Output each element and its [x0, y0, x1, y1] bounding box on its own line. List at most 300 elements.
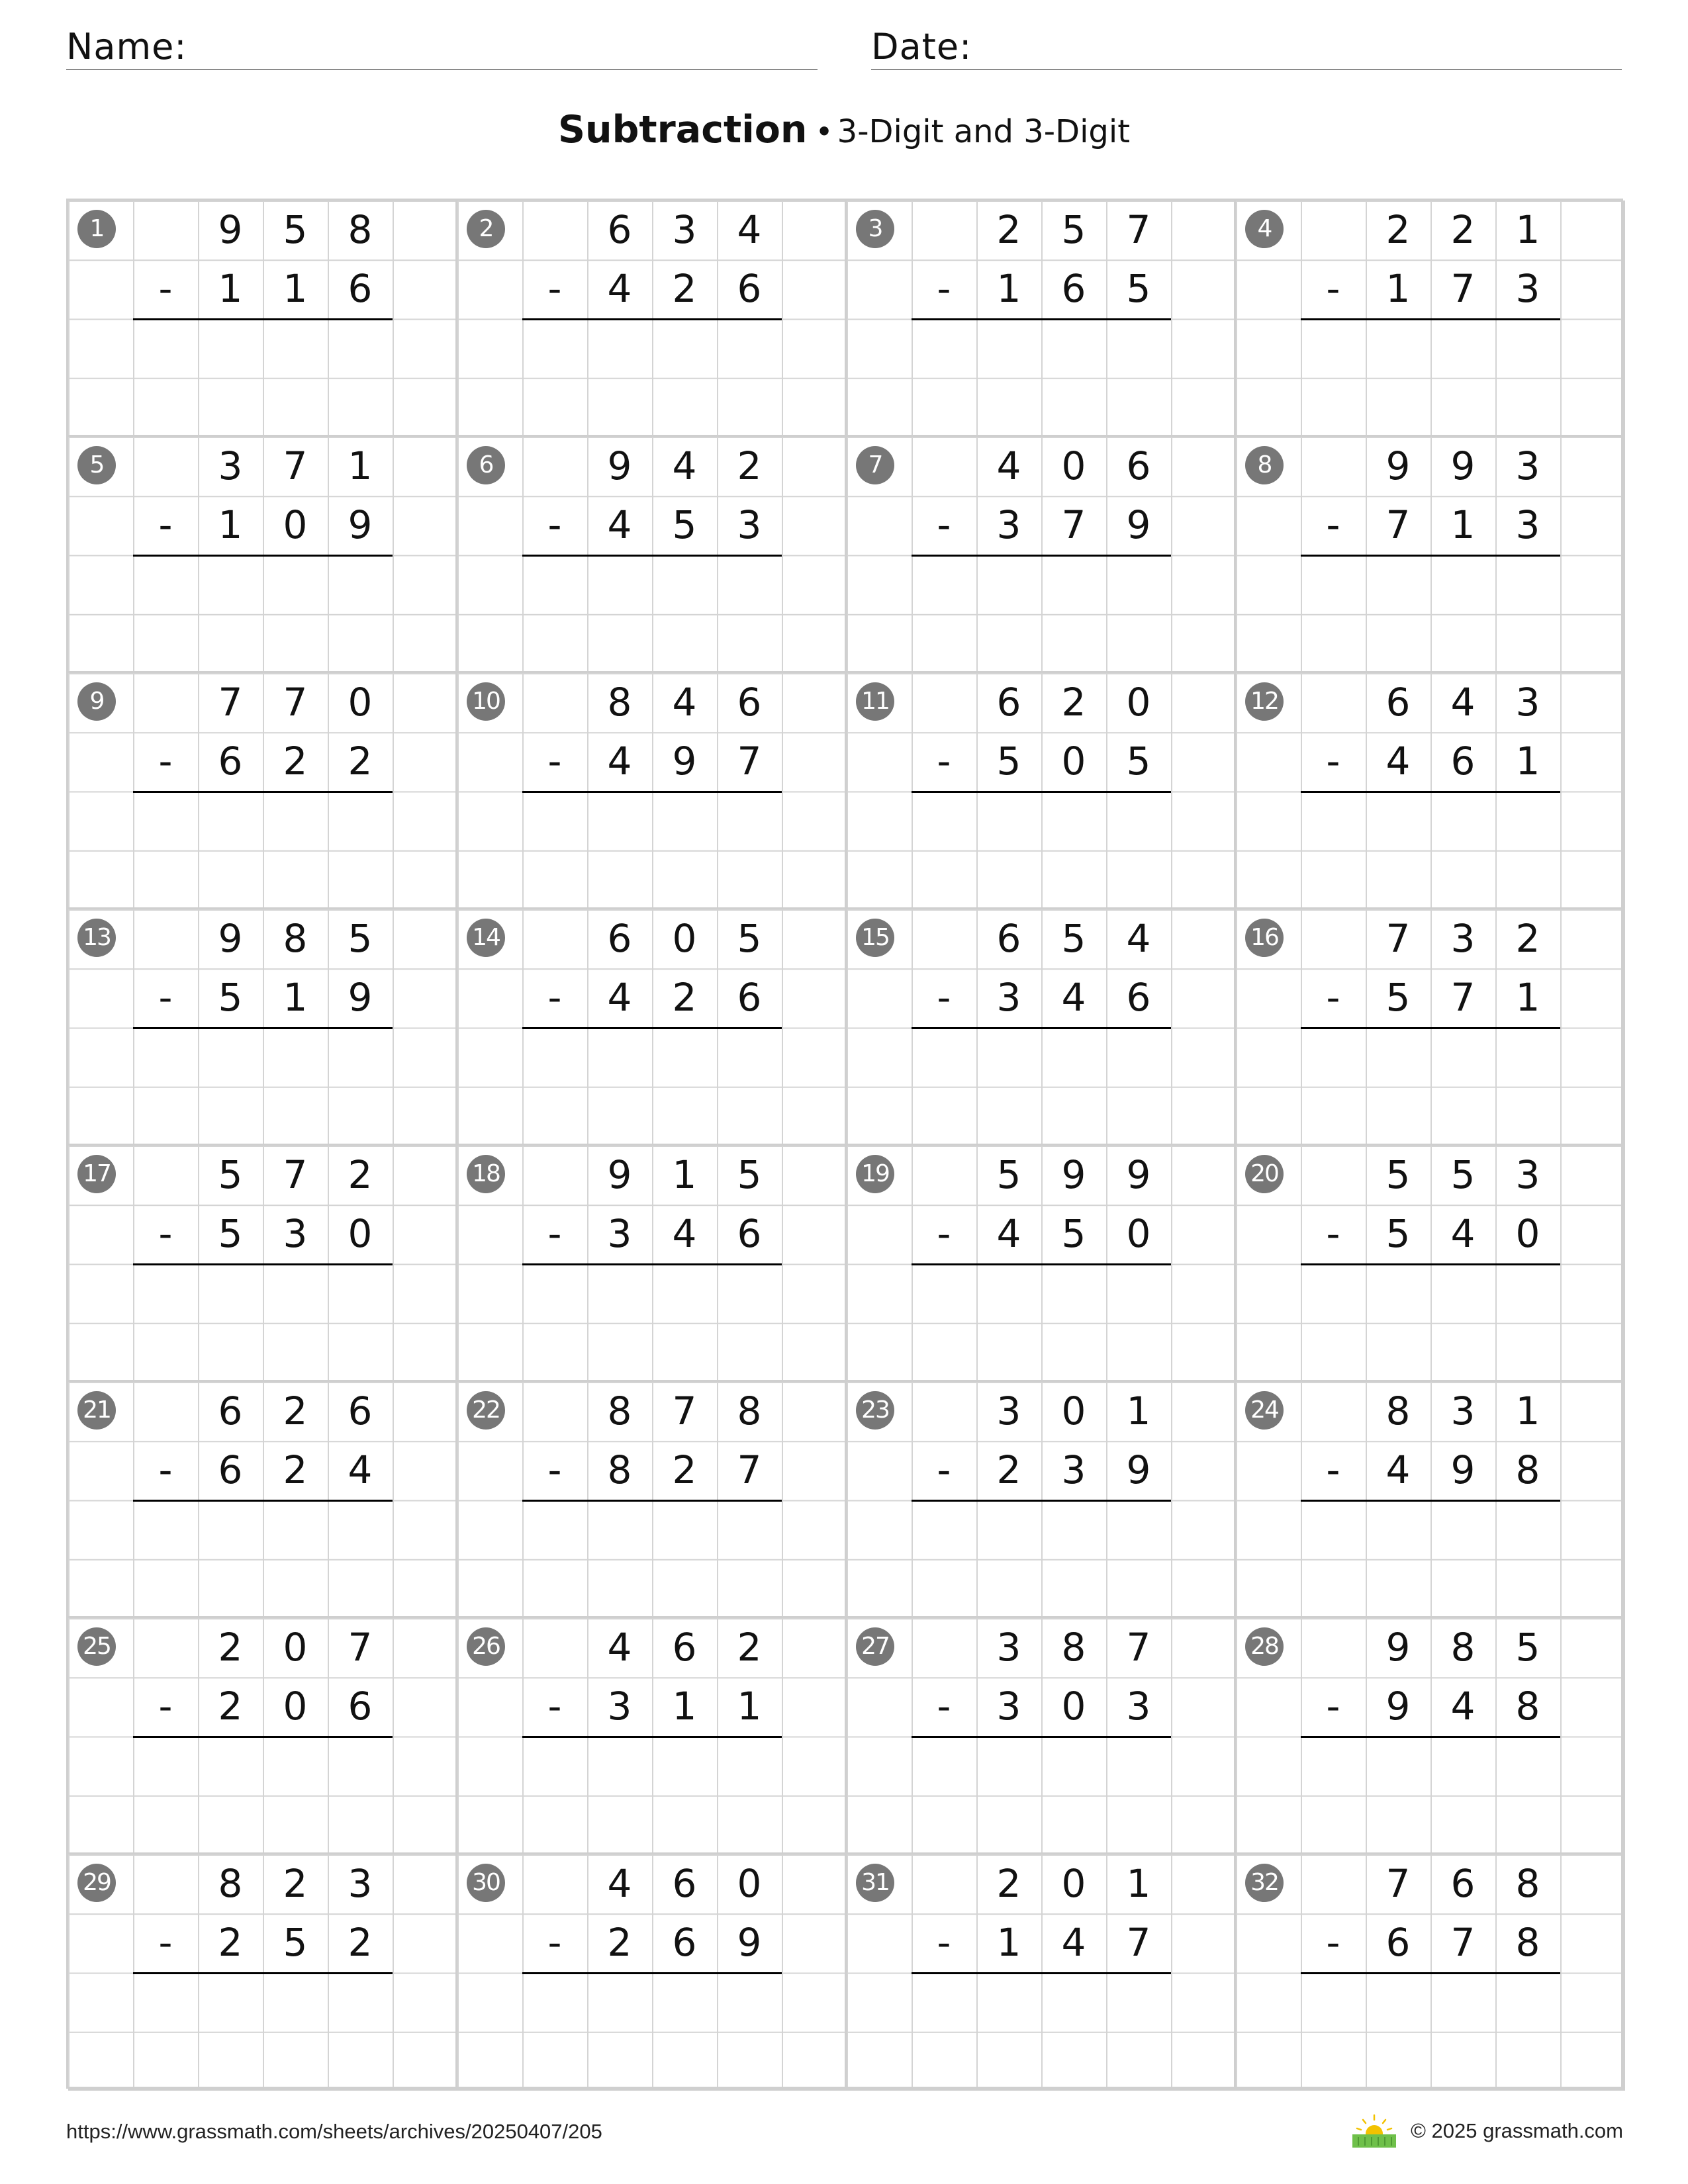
problem-number-badge: 18 [467, 1155, 505, 1193]
subtrahend-digit: 0 [1061, 1684, 1086, 1729]
minuend-digit: 5 [1450, 1152, 1476, 1197]
subtrahend-digit: 2 [672, 266, 697, 312]
minus-sign: - [547, 266, 562, 312]
subtrahend-digit: 2 [672, 1447, 697, 1493]
subtrahend-digit: 4 [607, 502, 632, 548]
minuend-digit: 1 [1515, 1388, 1540, 1433]
subtrahend-digit: 6 [672, 1920, 697, 1966]
minuend-digit: 2 [348, 1152, 373, 1197]
subtrahend-digit: 1 [737, 1684, 762, 1729]
minus-sign: - [547, 1447, 562, 1493]
name-date-header [66, 25, 1622, 71]
minuend-digit: 0 [283, 1625, 308, 1670]
problem-number-badge: 26 [467, 1627, 505, 1666]
problem-block [68, 1854, 457, 2091]
problem-number-badge: 7 [856, 446, 894, 484]
subtrahend-digit: 0 [348, 1211, 373, 1257]
problem-number-badge: 31 [856, 1864, 894, 1902]
minus-sign: - [158, 1920, 173, 1966]
minuend-digit: 8 [607, 1388, 632, 1433]
minus-sign: - [158, 266, 173, 312]
minuend-digit: 8 [737, 1388, 762, 1433]
minuend-digit: 0 [737, 1861, 762, 1906]
subtrahend-digit: 1 [672, 1684, 697, 1729]
answer-area[interactable] [133, 1738, 393, 1854]
minuend-digit: 6 [996, 916, 1021, 961]
subtrahend-digit: 6 [1450, 739, 1476, 784]
title-bullet: • [815, 114, 833, 150]
subtrahend-digit: 0 [283, 1684, 308, 1729]
answer-area[interactable] [1301, 1029, 1560, 1145]
problem-number-badge: 14 [467, 919, 505, 957]
minuend-digit: 9 [1450, 443, 1476, 488]
problem-block [847, 909, 1236, 1146]
problem-block [457, 1854, 847, 2091]
problem-block [1236, 673, 1625, 909]
minuend-digit: 3 [1450, 916, 1476, 961]
minuend-digit: 6 [218, 1388, 243, 1433]
minuend-digit: 3 [1515, 443, 1540, 488]
subtrahend-digit: 2 [283, 739, 308, 784]
problem-block [1236, 1382, 1625, 1618]
minuend-digit: 9 [218, 207, 243, 252]
minuend-digit: 5 [348, 916, 373, 961]
minus-sign: - [937, 975, 951, 1021]
minuend-digit: 1 [1126, 1861, 1151, 1906]
answer-area[interactable] [522, 1974, 782, 2090]
subtrahend-digit: 7 [1450, 975, 1476, 1021]
minuend-digit: 9 [607, 443, 632, 488]
minuend-digit: 1 [1126, 1388, 1151, 1433]
problem-number-badge: 19 [856, 1155, 894, 1193]
minus-sign: - [937, 1211, 951, 1257]
title-subtitle: 3-Digit and 3-Digit [837, 113, 1131, 150]
minus-sign: - [1326, 1920, 1340, 1966]
subtrahend-digit: 7 [737, 1447, 762, 1493]
minuend-digit: 8 [607, 680, 632, 725]
subtrahend-digit: 7 [1385, 502, 1411, 548]
problem-block [847, 673, 1236, 909]
problem-number-badge: 6 [467, 446, 505, 484]
problem-block [68, 673, 457, 909]
subtrahend-digit: 8 [1515, 1684, 1540, 1729]
problem-number-badge: 30 [467, 1864, 505, 1902]
subtrahend-digit: 1 [1450, 502, 1476, 548]
minuend-digit: 9 [1126, 1152, 1151, 1197]
minuend-digit: 6 [672, 1625, 697, 1670]
subtrahend-digit: 3 [996, 1684, 1021, 1729]
answer-area[interactable] [522, 1502, 782, 1617]
answer-area[interactable] [912, 1974, 1171, 2090]
subtrahend-digit: 6 [737, 975, 762, 1021]
subtrahend-digit: 2 [348, 739, 373, 784]
minuend-digit: 0 [1126, 680, 1151, 725]
subtrahend-digit: 7 [737, 739, 762, 784]
minus-sign: - [158, 1211, 173, 1257]
minuend-digit: 0 [672, 916, 697, 961]
minuend-digit: 7 [1385, 1861, 1411, 1906]
minus-sign: - [937, 1447, 951, 1493]
subtrahend-digit: 4 [607, 266, 632, 312]
subtrahend-digit: 4 [1061, 1920, 1086, 1966]
minus-sign: - [158, 739, 173, 784]
problem-block [847, 201, 1236, 437]
subtrahend-digit: 8 [1515, 1447, 1540, 1493]
answer-area[interactable] [522, 793, 782, 909]
minuend-digit: 7 [218, 680, 243, 725]
minuend-digit: 4 [607, 1861, 632, 1906]
problem-number-badge: 22 [467, 1391, 505, 1430]
subtrahend-digit: 2 [218, 1920, 243, 1966]
problem-block [847, 1146, 1236, 1382]
subtrahend-digit: 0 [1515, 1211, 1540, 1257]
minuend-digit: 4 [672, 680, 697, 725]
problem-block [68, 909, 457, 1146]
minuend-digit: 3 [1515, 680, 1540, 725]
answer-area[interactable] [522, 557, 782, 672]
subtrahend-digit: 2 [607, 1920, 632, 1966]
subtrahend-digit: 3 [1515, 266, 1540, 312]
minus-sign: - [1326, 266, 1340, 312]
answer-area[interactable] [133, 1974, 393, 2090]
subtrahend-digit: 9 [348, 502, 373, 548]
problem-block [68, 437, 457, 673]
answer-area[interactable] [912, 320, 1171, 436]
problem-block [457, 201, 847, 437]
answer-area[interactable] [522, 1029, 782, 1145]
subtrahend-digit: 3 [607, 1684, 632, 1729]
subtrahend-digit: 1 [1385, 266, 1411, 312]
problem-number-badge: 32 [1245, 1864, 1284, 1902]
subtrahend-digit: 4 [1385, 1447, 1411, 1493]
problem-block [1236, 1146, 1625, 1382]
answer-area[interactable] [133, 793, 393, 909]
subtrahend-digit: 1 [218, 266, 243, 312]
subtrahend-digit: 9 [1126, 502, 1151, 548]
subtrahend-digit: 5 [1126, 739, 1151, 784]
problem-number-badge: 27 [856, 1627, 894, 1666]
subtrahend-digit: 3 [996, 502, 1021, 548]
minuend-digit: 4 [607, 1625, 632, 1670]
minuend-digit: 2 [283, 1388, 308, 1433]
minuend-digit: 6 [607, 207, 632, 252]
subtrahend-digit: 0 [1061, 739, 1086, 784]
minus-sign: - [547, 739, 562, 784]
minus-sign: - [937, 502, 951, 548]
minuend-digit: 8 [1515, 1861, 1540, 1906]
subtrahend-digit: 7 [1450, 266, 1476, 312]
minus-sign: - [158, 1684, 173, 1729]
minuend-digit: 0 [348, 680, 373, 725]
subtrahend-digit: 6 [1385, 1920, 1411, 1966]
subtrahend-digit: 4 [607, 739, 632, 784]
subtrahend-digit: 7 [1061, 502, 1086, 548]
subtrahend-digit: 6 [218, 739, 243, 784]
subtrahend-digit: 3 [607, 1211, 632, 1257]
subtrahend-digit: 6 [218, 1447, 243, 1493]
problem-block [1236, 437, 1625, 673]
answer-area[interactable] [1301, 320, 1560, 436]
minuend-digit: 7 [672, 1388, 697, 1433]
answer-area[interactable] [1301, 557, 1560, 672]
problem-block [457, 909, 847, 1146]
minuend-digit: 5 [737, 916, 762, 961]
problem-number-badge: 16 [1245, 919, 1284, 957]
subtrahend-digit: 3 [283, 1211, 308, 1257]
subtrahend-digit: 1 [996, 1920, 1021, 1966]
minuend-digit: 4 [737, 207, 762, 252]
minuend-digit: 2 [1061, 680, 1086, 725]
minus-sign: - [547, 502, 562, 548]
minuend-digit: 4 [672, 443, 697, 488]
subtrahend-digit: 5 [1385, 975, 1411, 1021]
minuend-digit: 7 [283, 1152, 308, 1197]
problem-number-badge: 1 [77, 210, 116, 248]
minuend-digit: 7 [1126, 1625, 1151, 1670]
problem-block [68, 1618, 457, 1854]
minuend-digit: 6 [1385, 680, 1411, 725]
minus-sign: - [1326, 1211, 1340, 1257]
subtrahend-digit: 4 [348, 1447, 373, 1493]
minuend-digit: 6 [348, 1388, 373, 1433]
subtrahend-digit: 8 [1515, 1920, 1540, 1966]
problem-number-badge: 10 [467, 682, 505, 721]
subtrahend-digit: 6 [348, 1684, 373, 1729]
subtrahend-digit: 1 [1515, 739, 1540, 784]
subtrahend-digit: 3 [996, 975, 1021, 1021]
minuend-digit: 2 [283, 1861, 308, 1906]
answer-area[interactable] [133, 1502, 393, 1617]
problem-number-badge: 13 [77, 919, 116, 957]
minuend-digit: 5 [218, 1152, 243, 1197]
subtrahend-digit: 4 [607, 975, 632, 1021]
name-field[interactable] [66, 25, 818, 70]
problem-number-badge: 21 [77, 1391, 116, 1430]
problem-number-badge: 24 [1245, 1391, 1284, 1430]
minus-sign: - [1326, 1684, 1340, 1729]
minus-sign: - [1326, 975, 1340, 1021]
problem-block [457, 437, 847, 673]
subtrahend-digit: 9 [1385, 1684, 1411, 1729]
minuend-digit: 2 [218, 1625, 243, 1670]
minuend-digit: 3 [218, 443, 243, 488]
answer-area[interactable] [912, 1738, 1171, 1854]
problem-number-badge: 5 [77, 446, 116, 484]
minuend-digit: 1 [348, 443, 373, 488]
minus-sign: - [937, 1684, 951, 1729]
title-main: Subtraction [557, 108, 808, 152]
minuend-digit: 5 [1385, 1152, 1411, 1197]
minuend-digit: 4 [996, 443, 1021, 488]
subtrahend-digit: 7 [1126, 1920, 1151, 1966]
subtrahend-digit: 3 [737, 502, 762, 548]
problem-grid [66, 199, 1623, 2089]
answer-area[interactable] [522, 320, 782, 436]
minuend-digit: 5 [737, 1152, 762, 1197]
sun-over-grass-icon [1348, 2113, 1400, 2150]
answer-area[interactable] [1301, 1974, 1560, 2090]
minuend-digit: 5 [283, 207, 308, 252]
subtrahend-digit: 5 [1126, 266, 1151, 312]
problem-number-badge: 2 [467, 210, 505, 248]
minuend-digit: 9 [1385, 1625, 1411, 1670]
footer-branding [1348, 2113, 1623, 2150]
minuend-digit: 8 [218, 1861, 243, 1906]
minus-sign: - [1326, 739, 1340, 784]
subtrahend-digit: 5 [1385, 1211, 1411, 1257]
minuend-digit: 7 [348, 1625, 373, 1670]
problem-block [457, 1618, 847, 1854]
minuend-digit: 0 [1061, 1388, 1086, 1433]
answer-area[interactable] [133, 1029, 393, 1145]
answer-area[interactable] [1301, 1738, 1560, 1854]
answer-area[interactable] [912, 1029, 1171, 1145]
minuend-digit: 2 [737, 443, 762, 488]
subtrahend-digit: 6 [1061, 266, 1086, 312]
minuend-digit: 7 [283, 680, 308, 725]
minuend-digit: 3 [672, 207, 697, 252]
minus-sign: - [158, 502, 173, 548]
subtrahend-digit: 8 [607, 1447, 632, 1493]
subtrahend-digit: 7 [1450, 1920, 1476, 1966]
subtrahend-digit: 4 [1061, 975, 1086, 1021]
problem-block [1236, 909, 1625, 1146]
minus-sign: - [158, 1447, 173, 1493]
copyright-text: © 2025 grassmath.com [1411, 2119, 1623, 2142]
minuend-digit: 8 [283, 916, 308, 961]
minuend-digit: 2 [1450, 207, 1476, 252]
subtrahend-digit: 9 [672, 739, 697, 784]
minuend-digit: 3 [1450, 1388, 1476, 1433]
subtrahend-digit: 2 [283, 1447, 308, 1493]
answer-area[interactable] [522, 1265, 782, 1381]
answer-area[interactable] [1301, 1265, 1560, 1381]
subtrahend-digit: 9 [1450, 1447, 1476, 1493]
problem-block [457, 1382, 847, 1618]
problem-block [1236, 1854, 1625, 2091]
problem-block [68, 201, 457, 437]
subtrahend-digit: 1 [218, 502, 243, 548]
problem-number-badge: 29 [77, 1864, 116, 1902]
name-label: Name: [66, 26, 187, 68]
subtrahend-digit: 3 [1061, 1447, 1086, 1493]
answer-area[interactable] [1301, 793, 1560, 909]
minus-sign: - [937, 739, 951, 784]
problem-number-badge: 9 [77, 682, 116, 721]
minuend-digit: 2 [1515, 916, 1540, 961]
minuend-digit: 8 [1061, 1625, 1086, 1670]
answer-area[interactable] [912, 1265, 1171, 1381]
problem-block [847, 1382, 1236, 1618]
subtrahend-digit: 2 [672, 975, 697, 1021]
problem-number-badge: 23 [856, 1391, 894, 1430]
subtrahend-digit: 9 [348, 975, 373, 1021]
minuend-digit: 7 [283, 443, 308, 488]
subtrahend-digit: 3 [1515, 502, 1540, 548]
minus-sign: - [547, 1920, 562, 1966]
subtrahend-digit: 1 [283, 975, 308, 1021]
answer-area[interactable] [912, 1502, 1171, 1617]
subtrahend-digit: 6 [737, 266, 762, 312]
subtrahend-digit: 6 [348, 266, 373, 312]
subtrahend-digit: 5 [672, 502, 697, 548]
minuend-digit: 0 [1061, 1861, 1086, 1906]
problem-block [68, 1382, 457, 1618]
minuend-digit: 5 [1061, 207, 1086, 252]
minus-sign: - [1326, 1447, 1340, 1493]
problem-block [847, 1618, 1236, 1854]
problem-number-badge: 11 [856, 682, 894, 721]
minuend-digit: 3 [348, 1861, 373, 1906]
minuend-digit: 3 [996, 1388, 1021, 1433]
problem-block [1236, 1618, 1625, 1854]
answer-area[interactable] [522, 1738, 782, 1854]
minuend-digit: 3 [1515, 1152, 1540, 1197]
worksheet-title [0, 105, 1688, 157]
subtrahend-digit: 2 [218, 1684, 243, 1729]
problem-number-badge: 12 [1245, 682, 1284, 721]
problem-number-badge: 25 [77, 1627, 116, 1666]
answer-area[interactable] [133, 557, 393, 672]
subtrahend-digit: 2 [348, 1920, 373, 1966]
answer-area[interactable] [1301, 1502, 1560, 1617]
problem-block [847, 1854, 1236, 2091]
minuend-digit: 0 [1061, 443, 1086, 488]
subtrahend-digit: 9 [1126, 1447, 1151, 1493]
minuend-digit: 6 [672, 1861, 697, 1906]
minuend-digit: 9 [1385, 443, 1411, 488]
minuend-digit: 6 [996, 680, 1021, 725]
subtrahend-digit: 5 [996, 739, 1021, 784]
minuend-digit: 8 [1450, 1625, 1476, 1670]
minuend-digit: 2 [996, 207, 1021, 252]
problem-number-badge: 8 [1245, 446, 1284, 484]
answer-area[interactable] [133, 1265, 393, 1381]
answer-area[interactable] [912, 793, 1171, 909]
minuend-digit: 8 [348, 207, 373, 252]
minuend-digit: 5 [1515, 1625, 1540, 1670]
minuend-digit: 4 [1126, 916, 1151, 961]
minuend-digit: 8 [1385, 1388, 1411, 1433]
subtrahend-digit: 4 [1450, 1211, 1476, 1257]
problem-number-badge: 4 [1245, 210, 1284, 248]
minuend-digit: 6 [1450, 1861, 1476, 1906]
subtrahend-digit: 4 [1450, 1684, 1476, 1729]
minuend-digit: 2 [996, 1861, 1021, 1906]
minuend-digit: 9 [218, 916, 243, 961]
answer-area[interactable] [912, 557, 1171, 672]
subtrahend-digit: 4 [1385, 739, 1411, 784]
subtrahend-digit: 3 [1126, 1684, 1151, 1729]
problem-block [847, 437, 1236, 673]
problem-block [457, 1146, 847, 1382]
minuend-digit: 1 [672, 1152, 697, 1197]
subtrahend-digit: 1 [283, 266, 308, 312]
minuend-digit: 5 [996, 1152, 1021, 1197]
subtrahend-digit: 1 [996, 266, 1021, 312]
subtrahend-digit: 1 [1515, 975, 1540, 1021]
problem-number-badge: 20 [1245, 1155, 1284, 1193]
problem-block [68, 1146, 457, 1382]
minus-sign: - [937, 266, 951, 312]
date-field[interactable] [871, 25, 1622, 70]
subtrahend-digit: 5 [218, 1211, 243, 1257]
answer-area[interactable] [133, 320, 393, 436]
minuend-digit: 6 [737, 680, 762, 725]
minus-sign: - [1326, 502, 1340, 548]
minuend-digit: 6 [607, 916, 632, 961]
minuend-digit: 7 [1385, 916, 1411, 961]
